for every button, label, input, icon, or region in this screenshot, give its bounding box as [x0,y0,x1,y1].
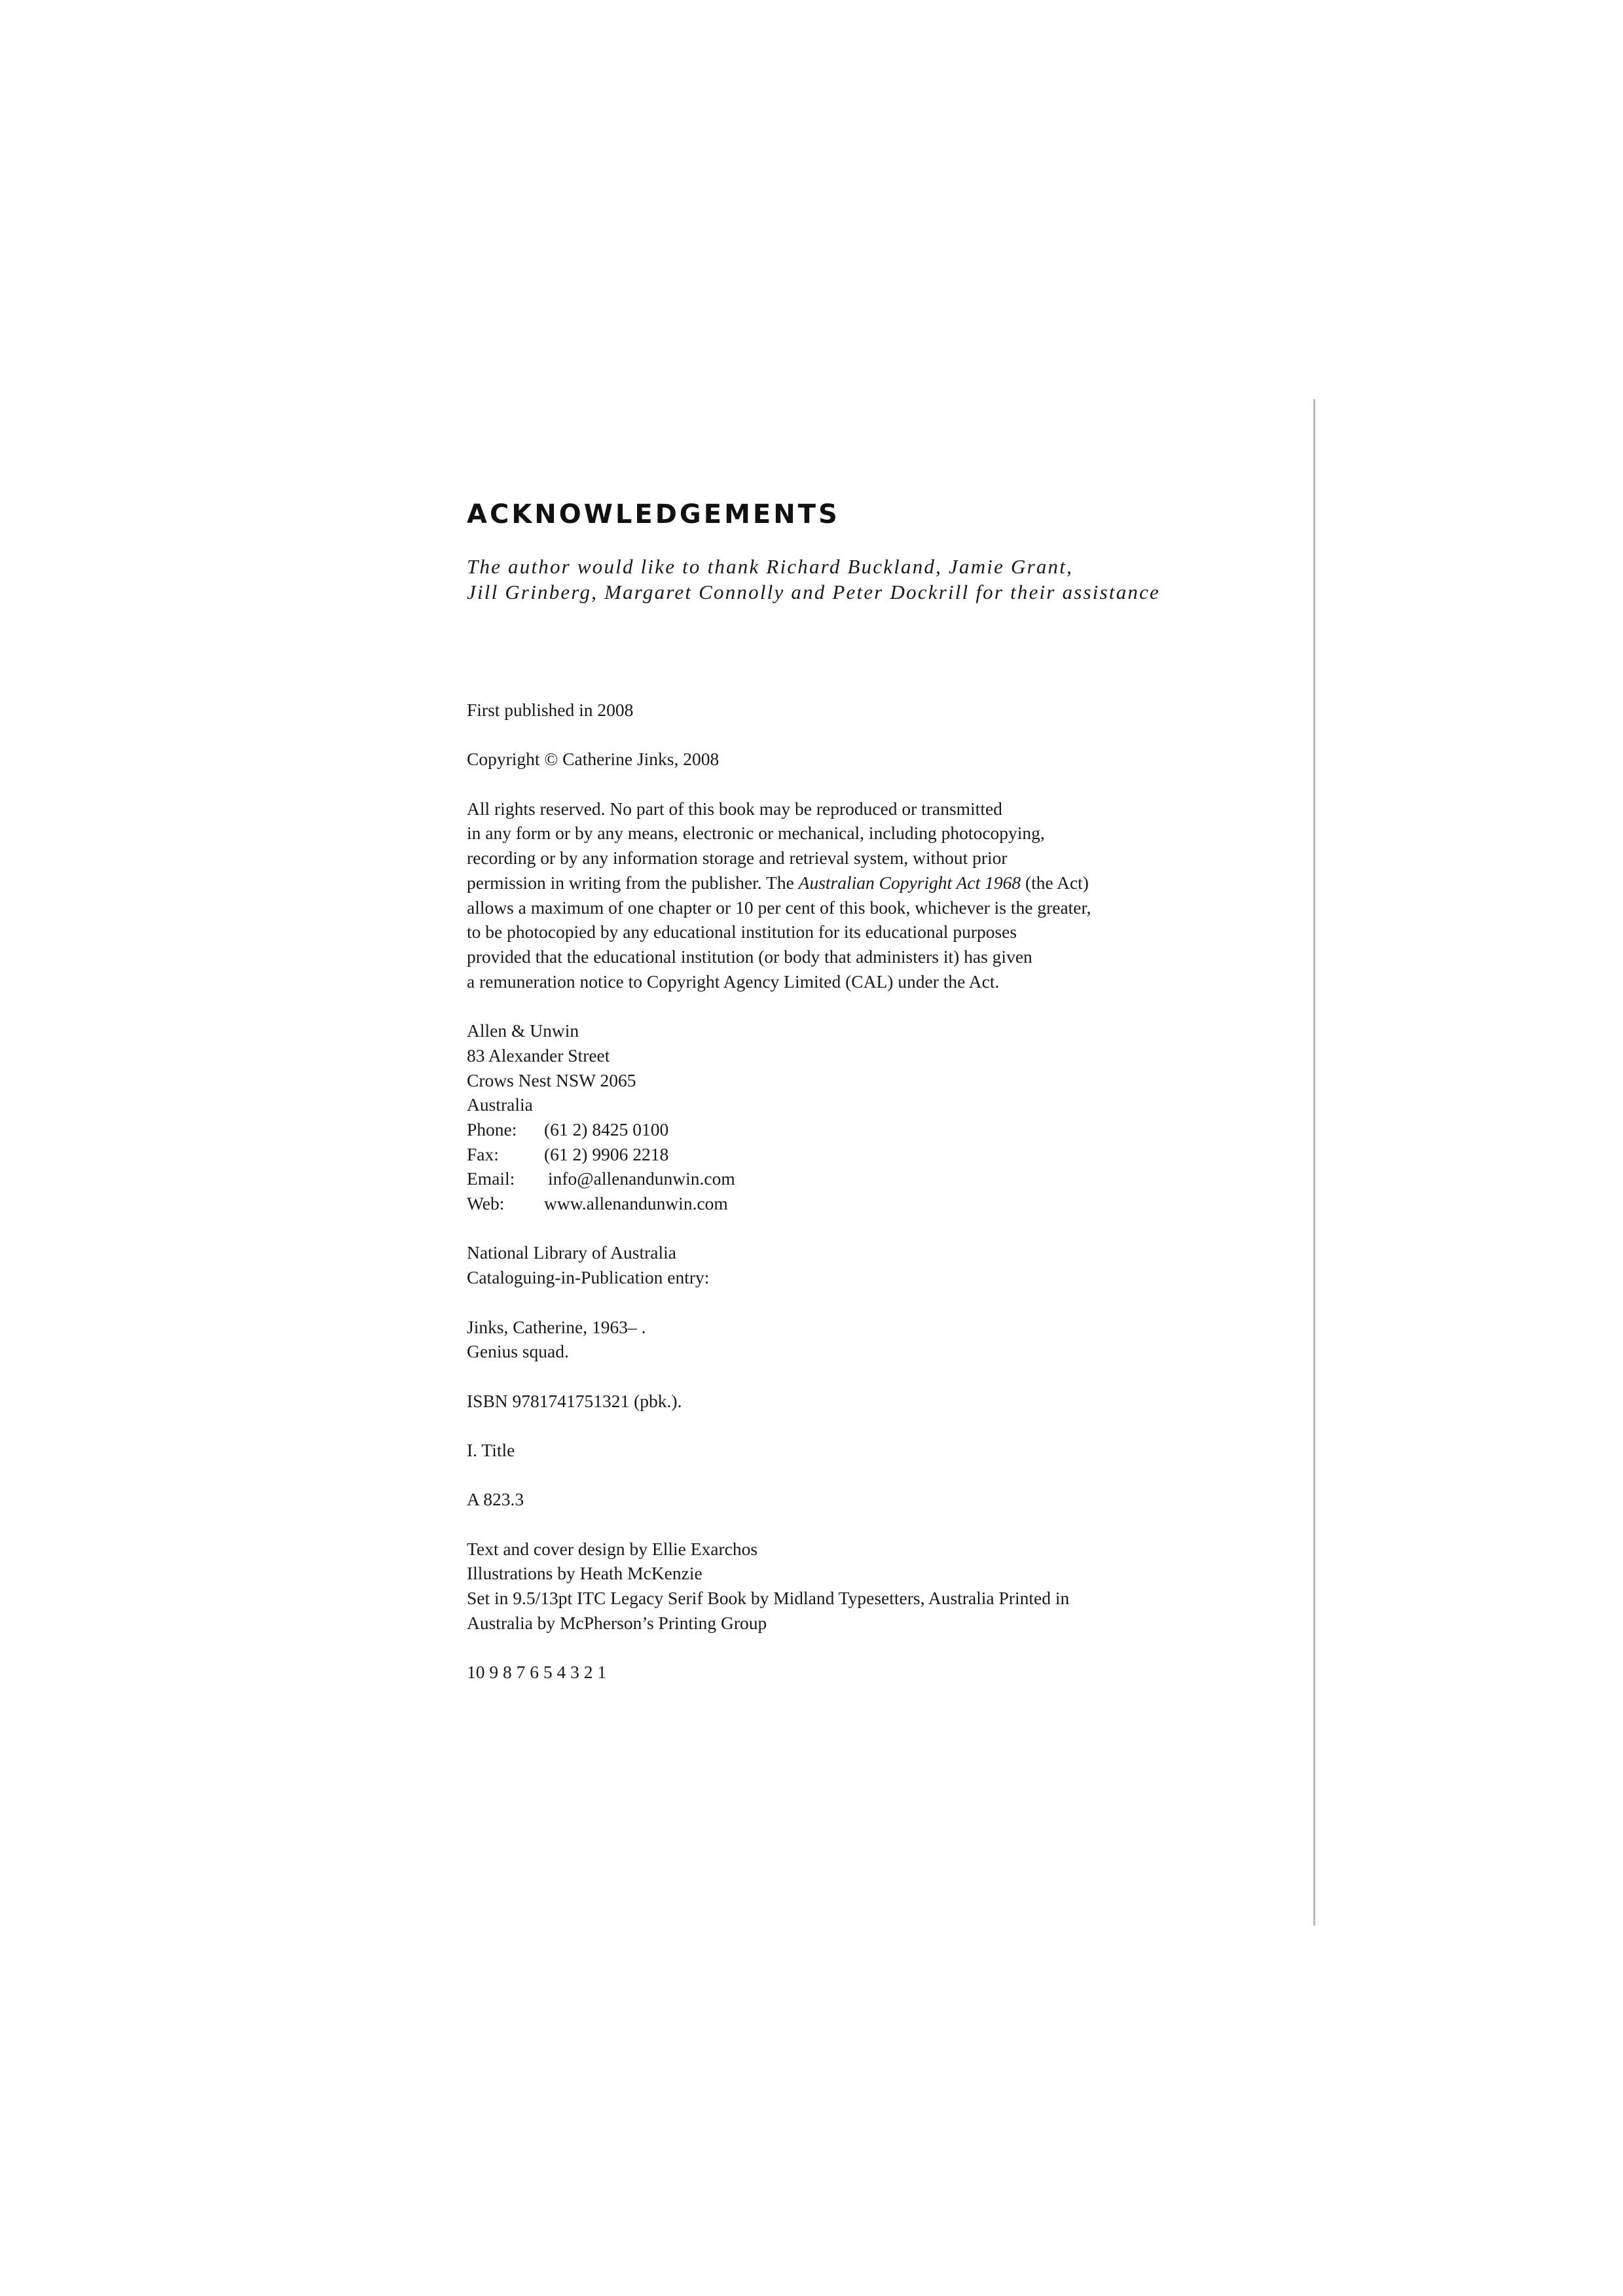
rights-line: recording or by any information storage and retrieval system, without prior [467,848,1008,869]
fax-label: Fax: [467,1143,499,1164]
publisher-country: Australia [467,1094,533,1115]
production-credits [467,1537,1292,1636]
rights-line: allows a maximum of one chapter or 10 per cent of this book, whichever is the greater, [467,897,1091,918]
publisher-name: Allen & Unwin [467,1020,579,1041]
cip-title: Genius squad. [467,1341,569,1362]
publisher-street: 83 Alexander Street [467,1045,610,1066]
title-note: I. Title [467,1439,515,1460]
web-row [467,1191,1292,1216]
fax-row [467,1142,1292,1167]
rights-line [467,870,1292,895]
web-value: www.allenandunwin.com [544,1193,728,1214]
rights-line: provided that the educational institution (or body that administers it) has given [467,946,1032,967]
page-edge-rule [1313,399,1315,1926]
illustration-credit: Illustrations by Heath McKenzie [467,1563,702,1584]
copyright-imprint [467,698,1292,1685]
email-row [467,1166,1292,1191]
rights-line: in any form or by any means, electronic or mechanical, including photocopying, [467,823,1045,844]
rights-text: permission in writing from the publisher. The [467,872,799,893]
publisher-suburb: Crows Nest NSW 2065 [467,1069,636,1090]
imprint-page [467,497,1292,1710]
acknowledgements-line: Jill Grinberg, Margaret Connolly and Peter Dockrill for their assistance [467,581,1161,603]
phone-row [467,1117,1292,1142]
acknowledgements-heading: ACKNOWLEDGEMENTS [467,499,840,529]
email-label: Email: [467,1168,515,1189]
typeset-credit: Set in 9.5/13pt ITC Legacy Serif Book by Midland Typesetters, Australia Printed in [467,1588,1070,1609]
isbn: ISBN 9781741751321 (pbk.). [467,1390,682,1411]
fax-value: (61 2) 9906 2218 [544,1143,669,1164]
first-published: First published in 2008 [467,700,634,720]
publisher-address [467,1018,1292,1216]
copyright-notice: Copyright © Catherine Jinks, 2008 [467,749,720,770]
acknowledgements-text [467,554,1292,605]
phone-value: (61 2) 8425 0100 [544,1119,669,1139]
rights-text: (the Act) [1021,872,1089,893]
rights-line: to be photocopied by any educational institution for its educational purposes [467,922,1017,942]
classification: A 823.3 [467,1489,524,1510]
rights-statement [467,797,1292,994]
cip-heading [467,1240,1292,1289]
rights-line: All rights reserved. No part of this book may be reproduced or transmitted [467,798,1002,819]
print-line: 10 9 8 7 6 5 4 3 2 1 [467,1662,607,1683]
phone-label: Phone: [467,1119,517,1139]
web-label: Web: [467,1193,505,1214]
email-value: info@allenandunwin.com [548,1168,735,1189]
cip-line: National Library of Australia [467,1242,676,1263]
rights-line: a remuneration notice to Copyright Agency Limited (CAL) under the Act. [467,971,1000,992]
acknowledgements-line: The author would like to thank Richard Buckland, Jamie Grant, [467,555,1074,578]
cip-line: Cataloguing-in-Publication entry: [467,1267,710,1288]
cip-entry [467,1315,1292,1364]
cip-author: Jinks, Catherine, 1963– . [467,1316,646,1337]
act-title: Australian Copyright Act 1968 [798,872,1021,893]
printer-credit: Australia by McPherson’s Printing Group [467,1612,767,1633]
design-credit: Text and cover design by Ellie Exarchos [467,1538,758,1559]
